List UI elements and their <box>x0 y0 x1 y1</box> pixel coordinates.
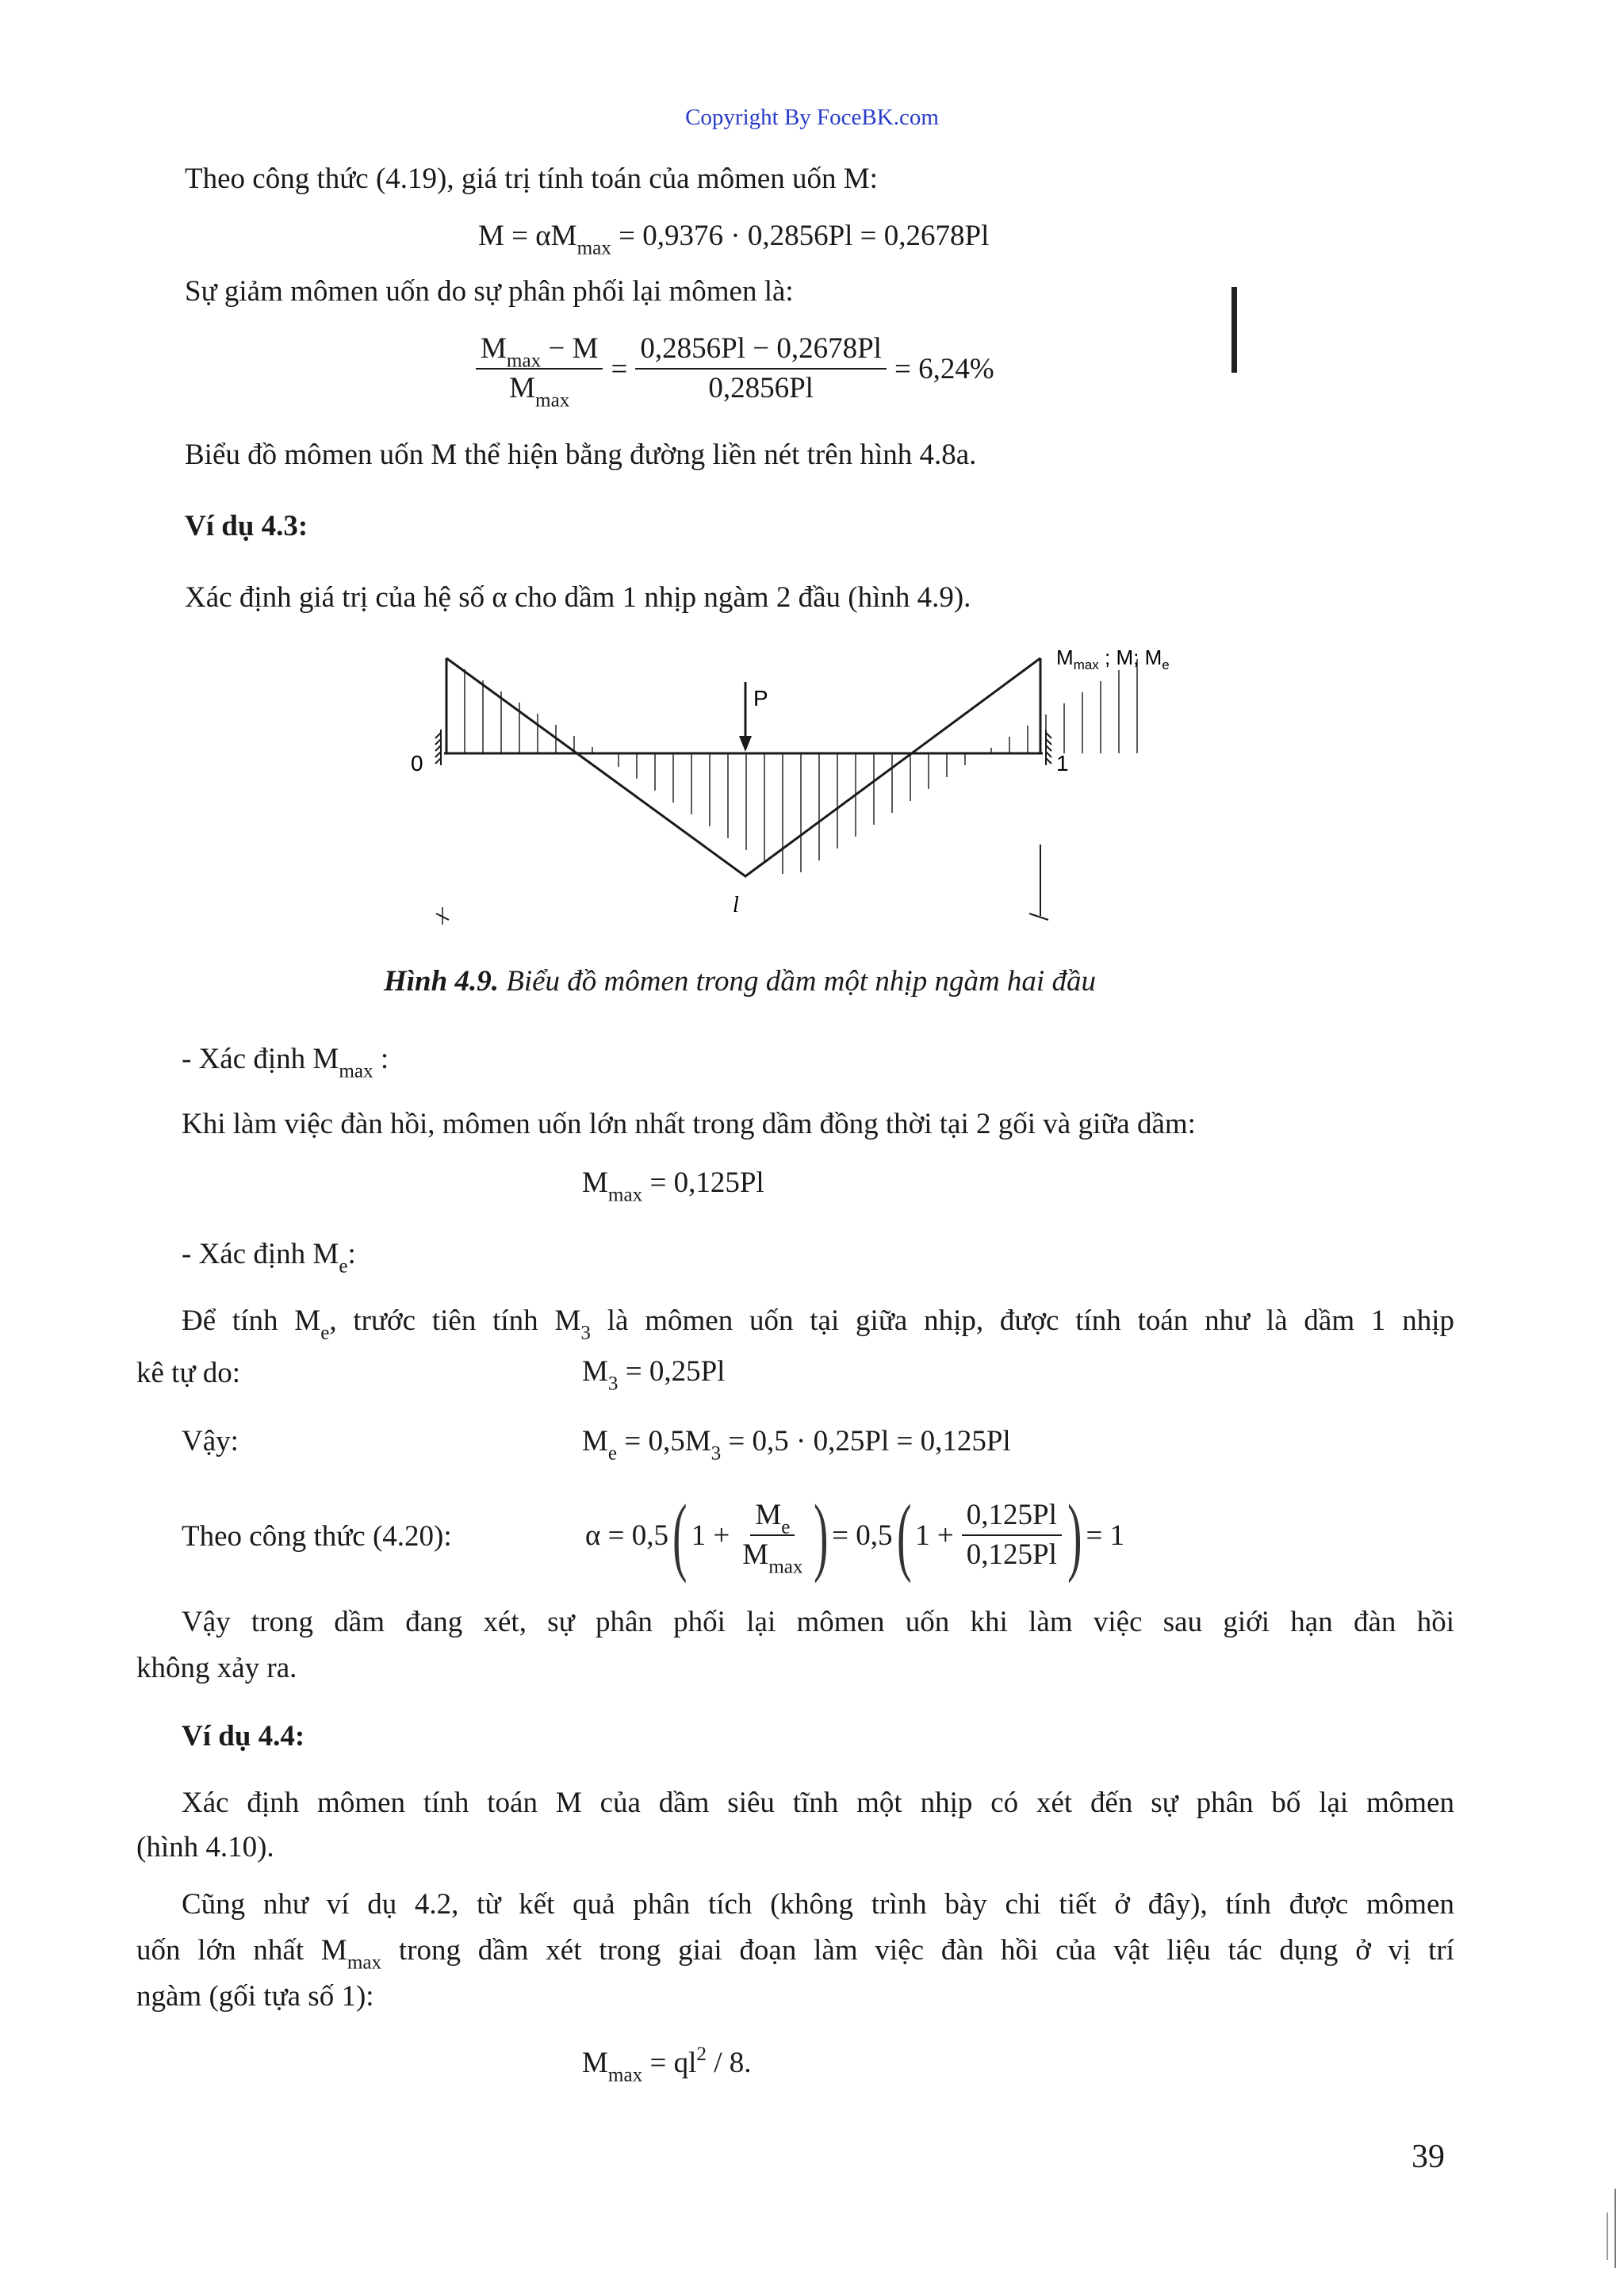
text-line: không xảy ra. <box>136 1652 297 1684</box>
text-line: Sự giảm mômen uốn do sự phân phối lại mômen là: <box>185 275 794 308</box>
text-line: Xác định mômen tính toán M của dầm siêu tĩnh một nhịp có xét đến sự phân bố lại mômen <box>182 1787 1454 1819</box>
equation-mmax: $M_{max} = 0,125Pl$ <box>582 1166 764 1206</box>
example-heading: Ví dụ 4.4: <box>182 1720 305 1752</box>
equation-me: $M_e = 0,5M_3 = 0,5 \cdot 0,25Pl = 0,125Pl$ <box>582 1425 1011 1465</box>
scan-edge-mark <box>1614 2189 1616 2268</box>
fraction: $\frac{0,125Pl}{0,125Pl}$ <box>962 1498 1062 1572</box>
text-line: uốn lớn nhất $M_{max}$ trong dầm xét trong giai đoạn làm việc đàn hồi của vật liệu tác dụng ở vị trí <box>136 1934 1454 1974</box>
equation-mmax-q: $M_{max} = ql^2 / 8$. <box>582 2043 752 2086</box>
text-line: - Xác định $M_e$: <box>182 1238 356 1277</box>
span-tick <box>1029 914 1048 920</box>
text-line: kê tự do: <box>136 1357 241 1389</box>
label-p: P <box>753 686 768 711</box>
text-line: Vậy: <box>182 1425 239 1458</box>
text-line: Xác định giá trị của hệ số α cho dầm 1 nhịp ngàm 2 đầu (hình 4.9). <box>185 581 971 614</box>
text-line: Biểu đồ mômen uốn M thể hiện bằng đường liền nét trên hình 4.8a. <box>185 439 977 471</box>
scan-edge-mark <box>1607 2212 1608 2260</box>
copyright-header: Copyright By FoceBK.com <box>685 105 939 130</box>
example-heading: Ví dụ 4.3: <box>185 510 308 542</box>
fraction: $\frac{M_e}{M_{max}}$ <box>742 1499 803 1578</box>
moment-curve <box>446 658 1040 876</box>
equation-reduction: $\frac{M_{max} - M}{M_{max}}$ = $\frac{0,2856Pl - 0,2678Pl}{0,2856Pl}$ = 6,24% <box>471 331 998 406</box>
margin-mark <box>1231 287 1237 373</box>
page-number: 39 <box>1411 2139 1445 2175</box>
text-line: Theo công thức (4.20): <box>182 1520 452 1553</box>
label-span-l: l <box>733 893 739 917</box>
text-line: Cũng như ví dụ 4.2, từ kết quả phân tích (không trình bày chi tiết ở đây), tính được mômen <box>182 1888 1454 1921</box>
text-line: Vậy trong dầm đang xét, sự phân phối lại mômen uốn khi làm việc sau giới hạn đàn hồi <box>182 1606 1454 1638</box>
text-line: Để tính $M_e$, trước tiên tính $M_3$ là mômen uốn tại giữa nhịp, được tính toán như là dầm 1 nhịp <box>182 1304 1454 1344</box>
figure-caption: Hình 4.9. Biểu đồ mômen trong dầm một nhịp ngàm hai đầu <box>384 965 1096 998</box>
text-line: Khi làm việc đàn hồi, mômen uốn lớn nhất trong dầm đồng thời tại 2 gối và giữa dầm: <box>182 1108 1196 1140</box>
label-1: 1 <box>1056 751 1069 776</box>
label-moments: $M_{max}$ ; M; $M_e$ <box>1056 645 1170 672</box>
label-0: 0 <box>411 751 423 776</box>
load-arrowhead <box>739 736 752 752</box>
text-line: (hình 4.10). <box>136 1831 274 1864</box>
text-line: ngàm (gối tựa số 1): <box>136 1980 374 2013</box>
equation-m3: $M_3 = 0,25Pl$ <box>582 1355 726 1395</box>
fraction: $\frac{0,2856Pl - 0,2678Pl}{0,2856Pl}$ <box>635 331 887 406</box>
moment-diagram-figure <box>396 634 1237 944</box>
equation-alpha: α = 0,5 ( 1 + $\frac{M_e}{M_{max}}$ ) = 0,5 ( 1 + $\frac{0,125Pl}{0,125Pl}$ ) = 1 <box>585 1487 1125 1584</box>
moment-curve <box>446 658 1189 876</box>
fixed-support-left <box>435 730 441 765</box>
equation-m: $M = \alpha M_{max} = 0,9376 \cdot 0,2856Pl = 0,2678Pl$ <box>478 220 990 259</box>
fixed-support-right <box>1046 730 1051 765</box>
text-line: Theo công thức (4.19), giá trị tính toán của mômen uốn M: <box>185 163 878 195</box>
fraction: $\frac{M_{max} - M}{M_{max}}$ <box>476 331 603 406</box>
text-line: - Xác định $M_{max}$ : <box>182 1043 389 1082</box>
